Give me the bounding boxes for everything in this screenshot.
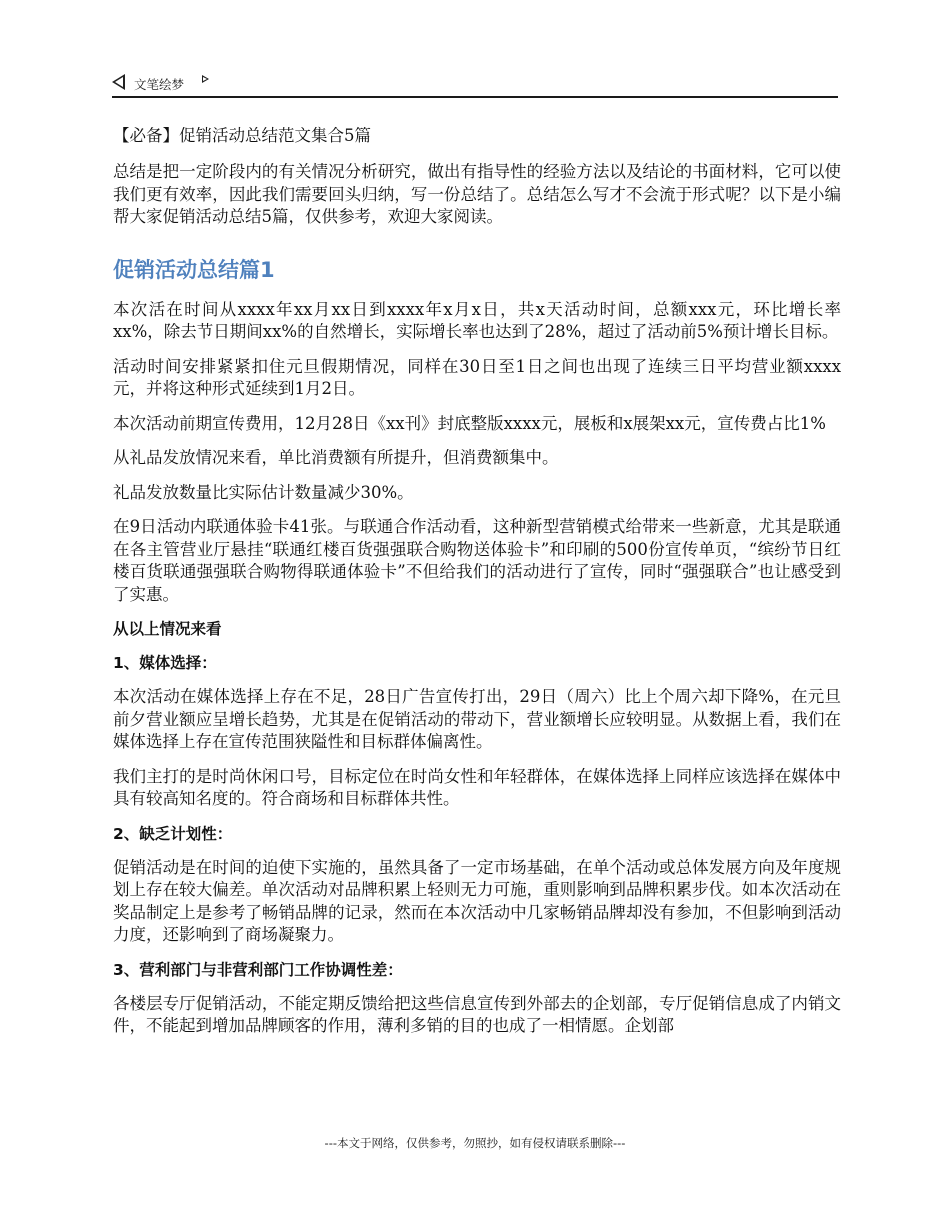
paragraph: 各楼层专厅促销活动，不能定期反馈给把这些信息宣传到外部去的企划部，专厅促销信息成了内销文件，不能起到增加品牌顾客的作用，薄利多销的目的也成了一相情愿。企划部	[113, 993, 841, 1035]
paragraph: 我们主打的是时尚休闲口号，目标定位在时尚女性和年轻群体，在媒体选择上同样应该选择在媒体中具有较高知名度的。符合商场和目标群体共性。	[113, 766, 841, 808]
paragraph: 本次活在时间从xxxx年xx月xx日到xxxx年x月x日，共x天活动时间，总额xxx元，环比增长率xx%，除去节日期间xx%的自然增长，实际增长率也达到了28%，超过了活动前5%预计增长目标。	[113, 299, 841, 341]
sub-heading: 1、媒体选择：	[113, 654, 217, 672]
sub-heading: 2、缺乏计划性：	[113, 824, 233, 843]
section-heading: 促销活动总结篇1	[113, 257, 275, 282]
document-title: 【必备】促销活动总结范文集合5篇	[113, 126, 371, 145]
triangle-left-icon	[112, 74, 125, 90]
page-header	[112, 72, 838, 98]
paragraph: 本次活动前期宣传费用，12月28日《xx刊》封底整版xxxx元，展板和x展架xx元，宣传费占比1%	[113, 413, 826, 433]
paragraph: 在9日活动内联通体验卡41张。与联通合作活动看，这种新型营销模式给带来一些新意，尤其是联通在各主管营业厅悬挂“联通红楼百货强强联合购物送体验卡”和印刷的500份宣传单页，“缤纷节日红楼百货联通强强联合购物得联通体验卡”不但给我们的活动进行了宣传，同时“强强联合”也让感受到了实惠。	[113, 517, 841, 604]
paragraph: 本次活动在媒体选择上存在不足，28日广告宣传打出，29日（周六）比上个周六却下降%，在元旦前夕营业额应呈增长趋势，尤其是在促销活动的带动下，营业额增长应较明显。从数据上看，我们在媒体选择上存在宣传范围狭隘性和目标群体偏离性。	[113, 687, 841, 751]
document-body	[113, 124, 841, 1050]
paragraph: 礼品发放数量比实际估计数量减少30%。	[113, 482, 414, 502]
sub-heading: 3、营利部门与非营利部门工作协调性差：	[113, 960, 403, 979]
brand-name: 文笔绘梦	[134, 77, 185, 92]
paragraph: 活动时间安排紧紧扣住元旦假期情况，同样在30日至1日之间也出现了连续三日平均营业额xxxx元，并将这种形式延续到1月2日。	[113, 356, 841, 398]
paragraph: 促销活动是在时间的迫使下实施的，虽然具备了一定市场基础，在单个活动或总体发展方向及年度规划上存在较大偏差。单次活动对品牌积累上轻则无力可施，重则影响到品牌积累步伐。如本次活动在奖品制定上是参考了畅销品牌的记录，然而在本次活动中几家畅销品牌却没有参加，不但影响到活动力度，还影响到了商场凝聚力。	[113, 857, 841, 944]
intro-paragraph: 总结是把一定阶段内的有关情况分析研究，做出有指导性的经验方法以及结论的书面材料，它可以使我们更有效率，因此我们需要回头归纳，写一份总结了。总结怎么写才不会流于形式呢？以下是小编帮大家促销活动总结5篇，仅供参考，欢迎大家阅读。	[113, 162, 841, 226]
sub-heading: 从以上情况来看	[113, 620, 222, 638]
paragraph: 从礼品发放情况来看，单比消费额有所提升，但消费额集中。	[113, 448, 559, 467]
triangle-right-icon	[202, 75, 209, 83]
page-footer: ---本文于网络，仅供参考，勿照抄，如有侵权请联系删除---	[324, 1136, 626, 1150]
